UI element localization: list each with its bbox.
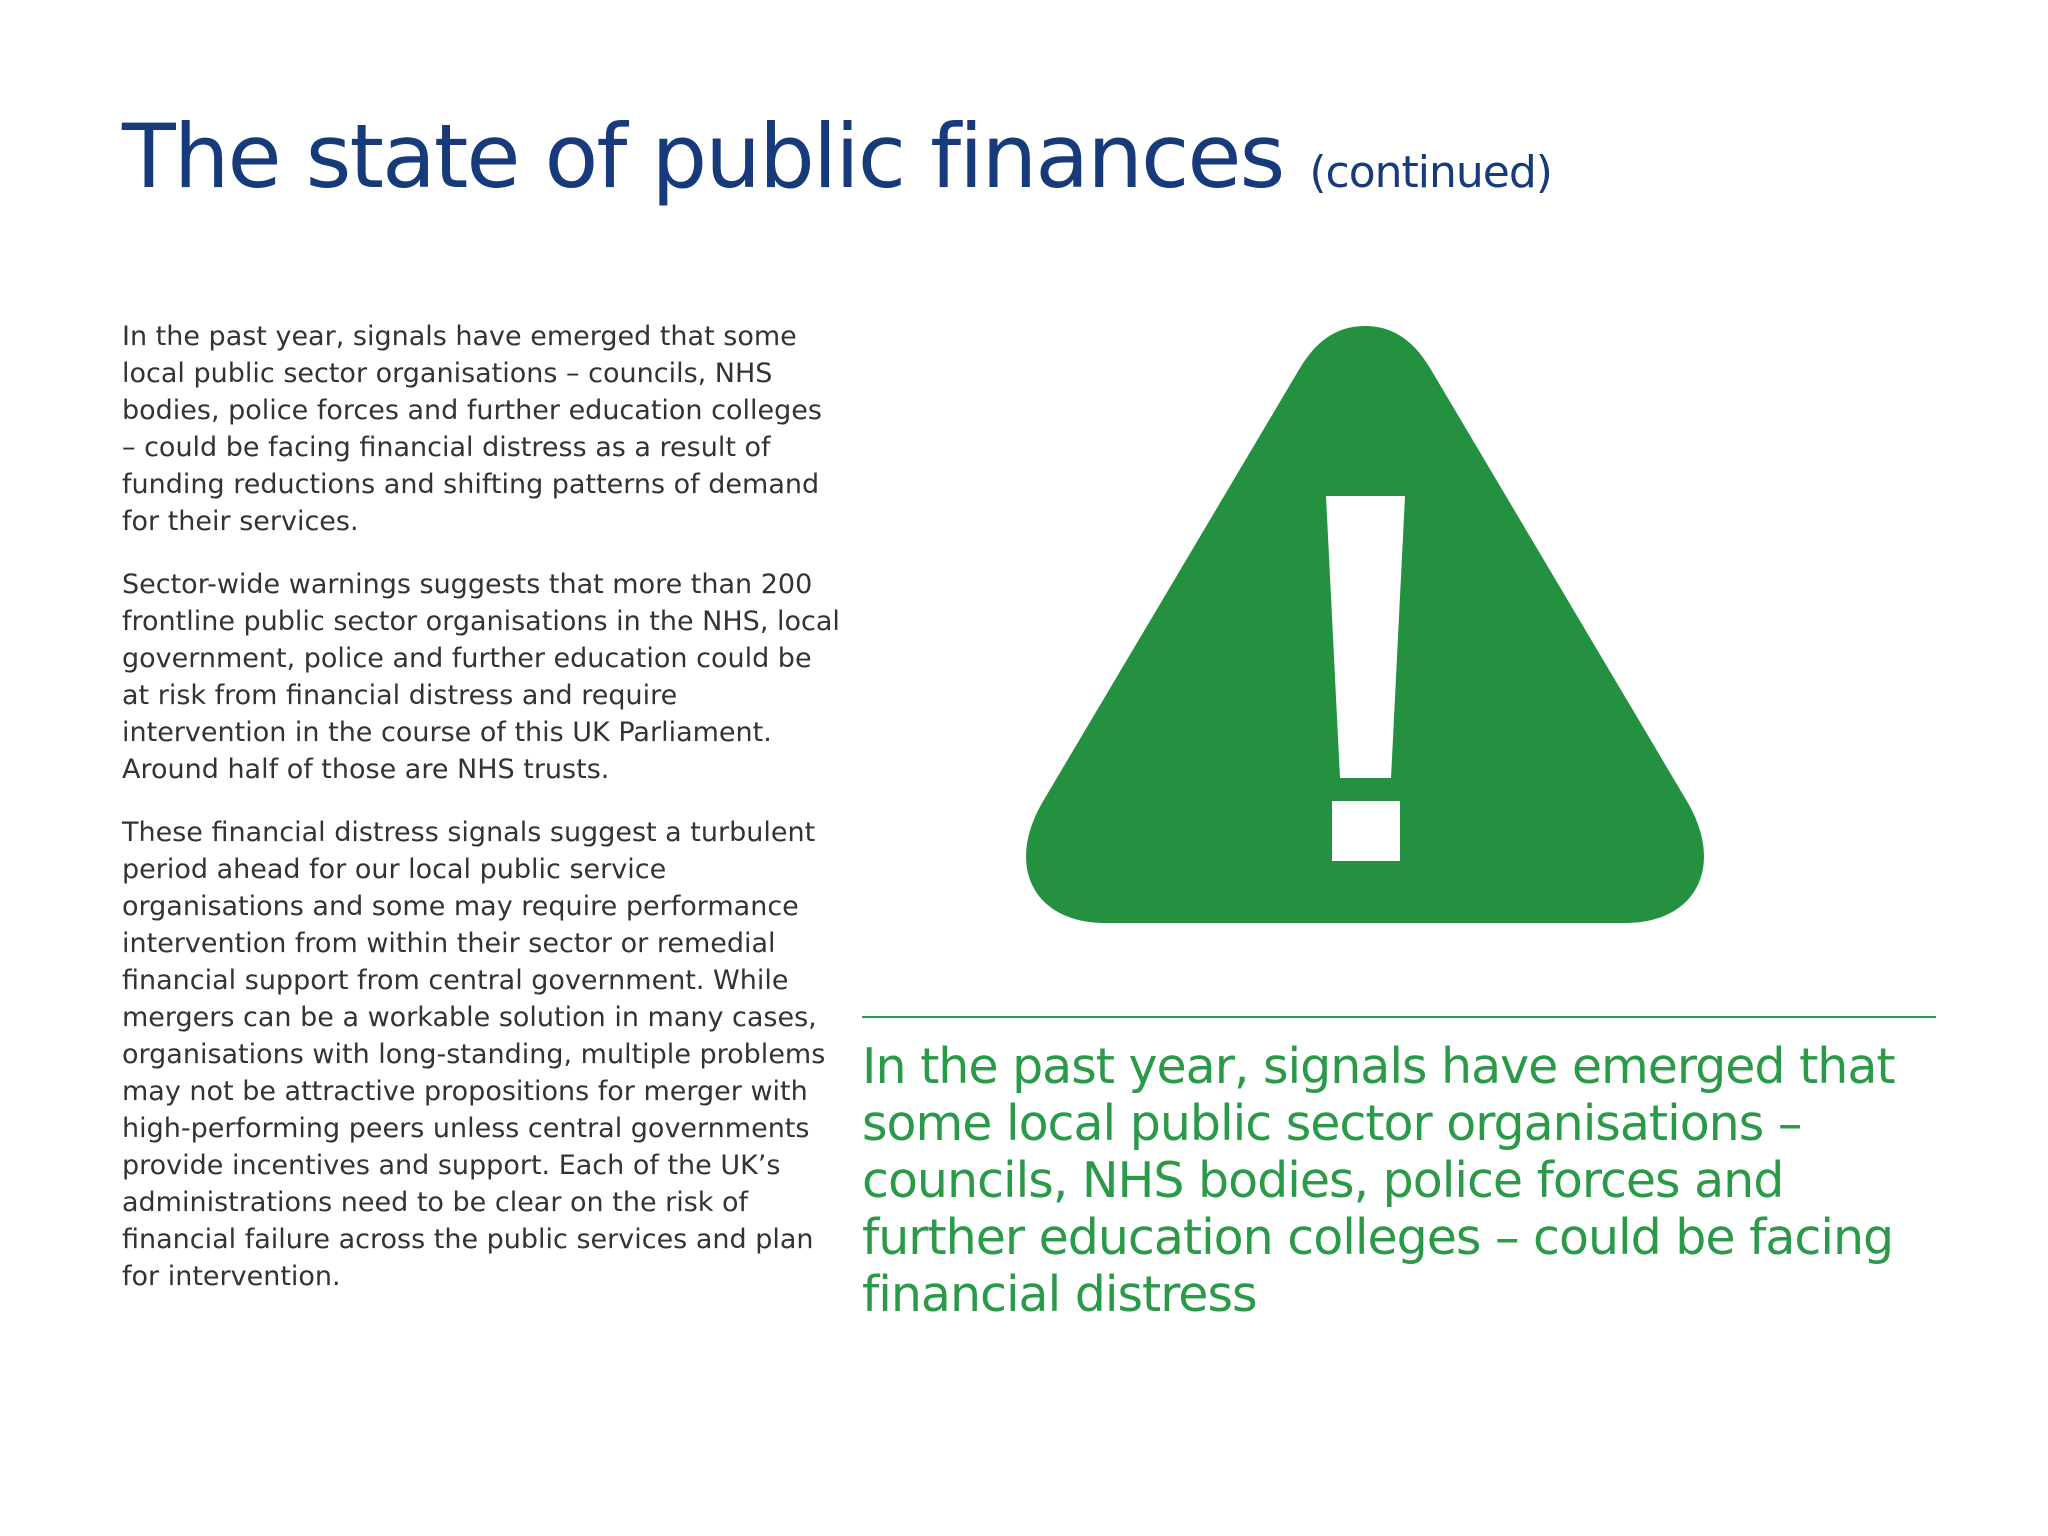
pull-quote-divider (862, 1016, 1936, 1018)
warning-triangle-graphic (1020, 318, 1710, 930)
warning-triangle-icon (1020, 318, 1710, 930)
page-title-suffix: (continued) (1309, 147, 1552, 198)
page-title-main: The state of public finances (122, 105, 1284, 208)
body-text-column (122, 318, 842, 1321)
exclamation-dot (1332, 801, 1400, 861)
body-paragraph: In the past year, signals have emerged that some local public sector organisations – councils, NHS bodies, police forces and further education colleges – could be facing financial distress as a result of funding reductions and shifting patterns of demand for their services. (122, 321, 822, 537)
body-paragraph: These financial distress signals suggest a turbulent period ahead for our local public service organisations and some may require performance intervention from within their sector or remedial financial support from central government. While mergers can be a workable solution in many cases, organisations with long-standing, multiple problems may not be attractive propositions for merger with high-performing peers unless central governments provide incentives and support. Each of the UK’s administrations need to be clear on the risk of financial failure across the public services and plan for intervention. (122, 817, 826, 1292)
pull-quote: In the past year, signals have emerged that some local public sector organisations – councils, NHS bodies, police forces and further education colleges – could be facing financial distress (862, 1038, 1895, 1323)
page-title (122, 104, 1552, 210)
body-paragraph: Sector-wide warnings suggests that more than 200 frontline public sector organisations in the NHS, local government, police and further education could be at risk from financial distress and require intervention in the course of this UK Parliament. Around half of those are NHS trusts. (122, 569, 840, 785)
